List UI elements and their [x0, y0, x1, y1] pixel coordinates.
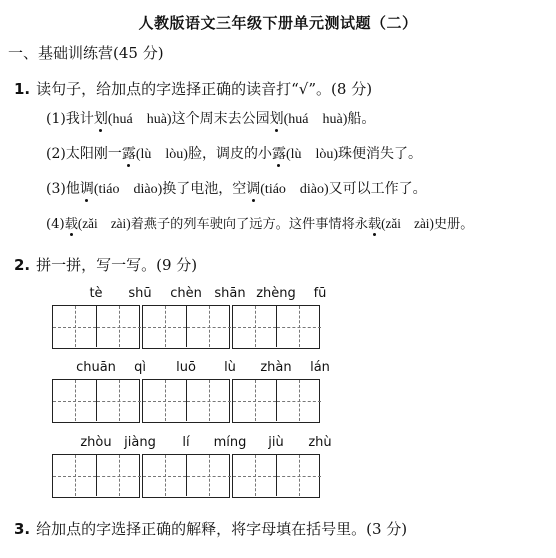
question-number: 1.	[14, 80, 31, 98]
dotted-char: 载	[368, 213, 381, 232]
section-heading: 一、基础训练营(45 分)	[8, 44, 164, 62]
question-number: 3.	[14, 520, 31, 538]
question-3	[14, 518, 407, 539]
writing-box[interactable]	[52, 454, 140, 498]
pinyin-label: shū	[128, 286, 152, 301]
page-title: 人教版语文三年级下册单元测试题（二）	[138, 14, 418, 32]
question-text: 给加点的字选择正确的解释，将字母填在括号里。(3 分)	[36, 520, 408, 538]
item-text: (tiáo diào)换了电池，空	[93, 182, 247, 197]
pinyin-label: chuān	[76, 360, 116, 375]
item-text: (4)	[46, 217, 65, 232]
item-text: (zǎi zài)史册。	[381, 216, 474, 231]
pinyin-label: zhòu	[80, 435, 112, 450]
item-text: (tiáo diào)又可以工作了。	[260, 182, 427, 197]
question-number: 2.	[14, 256, 31, 274]
dotted-char: 划	[270, 108, 284, 128]
writing-box[interactable]	[142, 379, 230, 423]
q1-item-2	[46, 143, 422, 163]
item-text: (huá huà)船。	[283, 112, 376, 127]
pinyin-label: míng	[213, 435, 247, 450]
question-text: 拼一拼，写一写。(9 分)	[36, 256, 198, 274]
q1-item-3	[46, 178, 427, 198]
q1-item-1	[46, 108, 375, 128]
pinyin-label: fū	[313, 286, 327, 301]
question-2	[14, 254, 197, 275]
dotted-char: 划	[94, 108, 108, 128]
dotted-char: 调	[80, 178, 94, 198]
question-1	[14, 78, 372, 99]
item-text: (huá huà)这个周末去公园	[107, 112, 270, 127]
dotted-char: 调	[246, 178, 260, 198]
pinyin-label: lí	[182, 435, 190, 450]
pinyin-label: luō	[176, 360, 196, 375]
question-text: 读句子，给加点的字选择正确的读音打“√”。(8 分)	[36, 80, 373, 98]
item-text: (1)我计	[46, 111, 94, 127]
item-text: (3)他	[46, 181, 80, 197]
pinyin-label: zhèng	[256, 286, 296, 301]
dotted-char: 露	[272, 143, 286, 163]
item-text: (lù lòu)珠便消失了。	[285, 147, 423, 162]
pinyin-label: lán	[310, 360, 330, 375]
writing-box[interactable]	[142, 454, 230, 498]
pinyin-label: shān	[214, 286, 246, 301]
pinyin-label: jiù	[268, 435, 284, 450]
item-text: (zǎi zài)着燕子的列车驶向了远方。这件事情将永	[77, 216, 368, 231]
writing-box[interactable]	[52, 305, 140, 349]
item-text: (lù lòu)脸，调皮的小	[135, 147, 272, 162]
pinyin-label: lù	[224, 360, 236, 375]
writing-box[interactable]	[232, 305, 320, 349]
writing-box[interactable]	[232, 454, 320, 498]
pinyin-label: qì	[134, 360, 146, 375]
writing-box[interactable]	[52, 379, 140, 423]
pinyin-label: zhàn	[260, 360, 292, 375]
writing-box[interactable]	[232, 379, 320, 423]
q1-item-4	[46, 213, 473, 232]
pinyin-label: tè	[89, 286, 103, 301]
dotted-char: 露	[122, 143, 136, 163]
pinyin-label: chèn	[170, 286, 202, 301]
dotted-char: 载	[65, 213, 78, 232]
item-text: (2)太阳刚一	[46, 146, 122, 162]
pinyin-label: zhù	[308, 435, 332, 450]
pinyin-label: jiàng	[124, 435, 156, 450]
writing-box[interactable]	[142, 305, 230, 349]
